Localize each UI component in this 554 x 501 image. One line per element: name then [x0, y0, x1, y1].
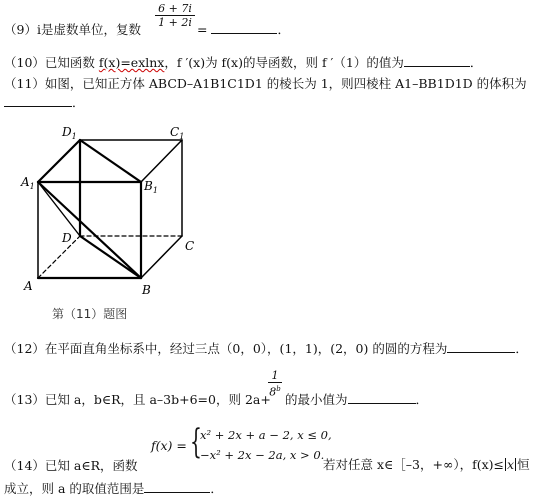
q14-condition — [323, 457, 530, 473]
q12-blank — [447, 341, 515, 353]
diag-b1d1 — [80, 140, 141, 182]
q14-tail: 恒 — [517, 457, 530, 472]
seg-a1b — [38, 182, 141, 278]
label-a1: $A_1$ — [21, 175, 35, 191]
q9-answer — [197, 22, 290, 38]
edge-ad-hidden — [38, 236, 80, 278]
edge-bc — [141, 236, 182, 278]
q13-blank — [348, 392, 416, 404]
diag-db — [80, 236, 141, 278]
label-d1: $D_1$ — [62, 125, 77, 141]
q10-function: f(x)=exlnx — [98, 55, 165, 70]
label-d: D — [62, 231, 72, 245]
q13-denominator: 8$^b$ — [269, 385, 281, 399]
q14-abs-x: x — [507, 457, 515, 472]
q9-blank — [211, 22, 277, 34]
q13-line — [4, 392, 271, 408]
label-c1: $C_1$ — [170, 125, 185, 141]
label-a: A — [24, 279, 33, 293]
q10-middle: ，f ′(x)为 f(x)的导函数，则 f ′（1）的值为 — [164, 55, 404, 70]
q13-end: ． — [415, 392, 429, 407]
q14-mid: 若对任意 x∈［–3，+∞），f(x)≤ — [323, 457, 505, 472]
q13-suffix: 的最小值为 — [285, 392, 348, 407]
q14-prefix: （14）已知 a∈R，函数 — [4, 458, 138, 473]
q14-end: ． — [210, 481, 223, 496]
q13-prefix: （13）已知 a，b∈R，且 a–3b+6=0，则 2a+ — [4, 392, 271, 407]
q11-blank — [4, 95, 72, 107]
q11-line2 — [4, 95, 85, 111]
q9-numerator: 6 + 7i — [155, 2, 195, 16]
figure-caption: 第（11）题图 — [52, 307, 128, 321]
q13-numerator: 1 — [268, 370, 282, 383]
q12-line — [4, 341, 528, 357]
q14-line2-text: 成立，则 a 的取值范围是 — [4, 481, 145, 496]
q11-end: ． — [72, 95, 85, 110]
q9-prefix: （9）i是虚数单位，复数 — [4, 22, 141, 37]
edge-a1d1 — [38, 140, 80, 182]
q10-blank — [404, 55, 470, 67]
q9-denominator: 1 + 2i — [158, 16, 192, 29]
label-c: C — [185, 239, 195, 253]
cube-figure — [18, 120, 218, 325]
seg-a1d — [38, 182, 80, 236]
q11-text: （11）如图，已知正方体 ABCD–A1B1C1D1 的棱长为 1，则四棱柱 A1–BB1D1D 的体积为 — [4, 76, 527, 91]
q9-equals: = — [197, 22, 208, 37]
q14-case1: x² + 2x + a − 2, x ≤ 0, — [200, 428, 332, 442]
q12-end: ． — [515, 341, 528, 356]
q14-fx: f(x) = — [151, 438, 187, 453]
q14-blank — [144, 481, 210, 493]
edge-b1c1 — [141, 140, 182, 182]
q10-line — [4, 55, 482, 71]
q14-case2: −x² + 2x − 2a, x > 0. — [200, 448, 325, 462]
q14-line2 — [4, 481, 223, 497]
q12-text: （12）在平面直角坐标系中，经过三点（0，0），(1，1)，(2，0) 的圆的方程为 — [4, 341, 448, 356]
label-b: B — [142, 283, 151, 297]
q13-answer — [285, 392, 428, 408]
q14-line1 — [4, 458, 138, 474]
q13-fraction — [268, 370, 282, 399]
q9-end: ． — [277, 22, 290, 37]
q9-fraction — [155, 2, 195, 29]
q10-end: ． — [469, 55, 483, 70]
q14-brace: { — [190, 422, 202, 462]
q10-prefix: （10）已知函数 — [4, 55, 99, 70]
q9-line — [4, 22, 141, 38]
q11-line1 — [4, 76, 527, 92]
label-b1: $B_1$ — [144, 179, 158, 195]
